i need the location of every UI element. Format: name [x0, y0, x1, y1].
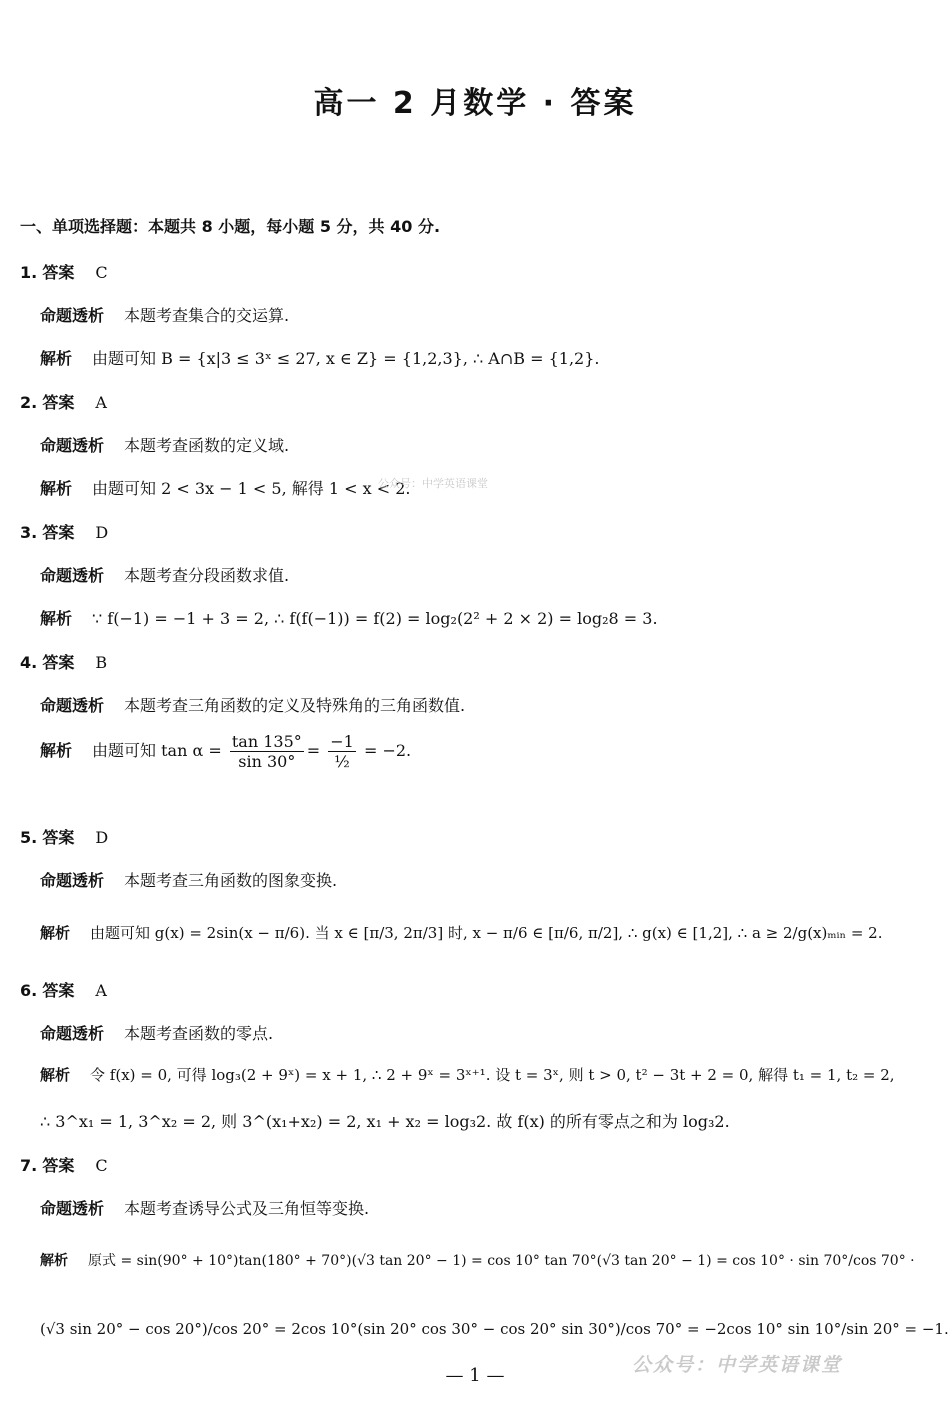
question-7-analysis-continued: (√3 sin 20° − cos 20°)/cos 20° = 2cos 10°(sin 20° cos 30° − cos 20° sin 30°)/cos 70° = −2cos 10° sin 10°/sin 20° = −1. [40, 1320, 949, 1338]
intent-text: 本题考查三角函数的定义及特殊角的三角函数值. [124, 696, 466, 715]
analysis-label: 解析 [40, 924, 71, 942]
question-2-intent [40, 433, 289, 456]
analysis-label: 解析 [40, 741, 73, 760]
answer-label: 答案 [42, 263, 75, 282]
question-1-analysis [40, 346, 599, 369]
question-number: 7. [20, 1156, 38, 1175]
question-5-analysis [40, 922, 882, 943]
watermark-small: 公众号：中学英语课堂 [378, 477, 488, 490]
analysis-label: 解析 [40, 1253, 68, 1269]
analysis-label: 解析 [40, 1066, 71, 1084]
answer-value: C [95, 263, 108, 282]
question-3-intent [40, 563, 289, 586]
analysis-text: 由题可知 B = {x|3 ≤ 3ˣ ≤ 27, x ∈ Z} = {1,2,3}, ∴ A∩B = {1,2}. [92, 349, 600, 368]
intent-text: 本题考查三角函数的图象变换. [124, 871, 338, 890]
answer-label: 答案 [42, 828, 75, 847]
question-6-analysis [40, 1064, 895, 1085]
question-2-answer-row [20, 390, 107, 413]
analysis-text-pre: 由题可知 tan α = [92, 741, 222, 760]
question-7-intent [40, 1196, 369, 1219]
intent-label: 命题透析 [40, 696, 105, 715]
question-number: 4. [20, 653, 38, 672]
page-number: — 1 — [445, 1365, 505, 1386]
analysis-text: 原式 = sin(90° + 10°)tan(180° + 70°)(√3 tan 20° − 1) = cos 10° tan 70°(√3 tan 20° − 1) = cos 10° · sin 70°/cos 70° · [88, 1253, 915, 1269]
question-4-intent [40, 693, 465, 716]
question-7-answer-row [20, 1153, 108, 1176]
intent-label: 命题透析 [40, 1024, 105, 1043]
analysis-text: 令 f(x) = 0, 可得 log₃(2 + 9ˣ) = x + 1, ∴ 2 + 9ˣ = 3ˣ⁺¹. 设 t = 3ˣ, 则 t > 0, t² − 3t + 2 = 0, 解得 t₁ = 1, t₂ = 2, [90, 1066, 895, 1084]
fraction-numerator: −1 [330, 732, 354, 751]
answer-value: B [95, 653, 108, 672]
fraction-neg-one-over-half [328, 732, 356, 771]
analysis-label: 解析 [40, 609, 73, 628]
question-7-analysis [40, 1250, 915, 1270]
question-6-intent [40, 1021, 273, 1044]
intent-text: 本题考查函数的零点. [124, 1024, 274, 1043]
question-4-answer-row [20, 650, 107, 673]
answer-value: C [95, 1156, 108, 1175]
answer-label: 答案 [42, 1156, 75, 1175]
intent-text: 本题考查分段函数求值. [124, 566, 290, 585]
fraction-tan-over-sin [230, 732, 304, 771]
question-number: 2. [20, 393, 38, 412]
answer-label: 答案 [42, 523, 75, 542]
fraction-numerator: tan 135° [231, 732, 302, 751]
answer-value: A [95, 981, 107, 1000]
section-heading: 一、单项选择题：本题共 8 小题，每小题 5 分，共 40 分. [20, 217, 441, 236]
question-5-intent [40, 868, 337, 891]
question-5-answer-row [20, 825, 108, 848]
question-3-analysis [40, 606, 658, 629]
answer-label: 答案 [42, 653, 75, 672]
intent-label: 命题透析 [40, 1199, 105, 1218]
analysis-label: 解析 [40, 349, 73, 368]
intent-label: 命题透析 [40, 871, 105, 890]
analysis-label: 解析 [40, 479, 73, 498]
analysis-text-post: = −2. [363, 741, 412, 760]
page-title: 高一 2 月数学 · 答案 [313, 86, 637, 121]
answer-value: D [95, 828, 109, 847]
fraction-denominator: sin 30° [238, 752, 296, 771]
intent-text: 本题考查诱导公式及三角恒等变换. [124, 1199, 370, 1218]
answer-label: 答案 [42, 981, 75, 1000]
intent-label: 命题透析 [40, 566, 105, 585]
question-1-answer-row [20, 260, 108, 283]
question-1-intent [40, 303, 289, 326]
question-4-analysis: 解析 由题可知 tan α = $\frac{\tan 135^\circ}{\sin 30^\circ}$ = $\frac{-1}{\text{½}}$ = −2. [40, 732, 412, 771]
intent-label: 命题透析 [40, 306, 105, 325]
analysis-text: 由题可知 2 < 3x − 1 < 5, 解得 1 < x < 2. [92, 479, 411, 498]
question-number: 3. [20, 523, 38, 542]
question-6-answer-row [20, 978, 107, 1001]
analysis-text: ∵ f(−1) = −1 + 3 = 2, ∴ f(f(−1)) = f(2) = log₂(2² + 2 × 2) = log₂8 = 3. [92, 609, 658, 628]
question-3-answer-row [20, 520, 108, 543]
question-number: 5. [20, 828, 38, 847]
intent-label: 命题透析 [40, 436, 105, 455]
answer-label: 答案 [42, 393, 75, 412]
watermark: 公众号：中学英语课堂 [632, 1354, 843, 1376]
question-2-analysis [40, 476, 410, 499]
question-number: 1. [20, 263, 38, 282]
intent-text: 本题考查函数的定义域. [124, 436, 290, 455]
answer-value: A [95, 393, 107, 412]
question-number: 6. [20, 981, 38, 1000]
question-6-analysis-continued: ∴ 3^x₁ = 1, 3^x₂ = 2, 则 3^(x₁+x₂) = 2, x₁ + x₂ = log₃2. 故 f(x) 的所有零点之和为 log₃2. [40, 1112, 730, 1131]
analysis-text: 由题可知 g(x) = 2sin(x − π/6). 当 x ∈ [π/3, 2π/3] 时, x − π/6 ∈ [π/6, π/2], ∴ g(x) ∈ [1,2], ∴ a ≥ 2/g(x)ₘᵢₙ = 2. [90, 924, 883, 942]
intent-text: 本题考查集合的交运算. [124, 306, 290, 325]
answer-value: D [95, 523, 109, 542]
fraction-denominator: ½ [334, 752, 350, 771]
